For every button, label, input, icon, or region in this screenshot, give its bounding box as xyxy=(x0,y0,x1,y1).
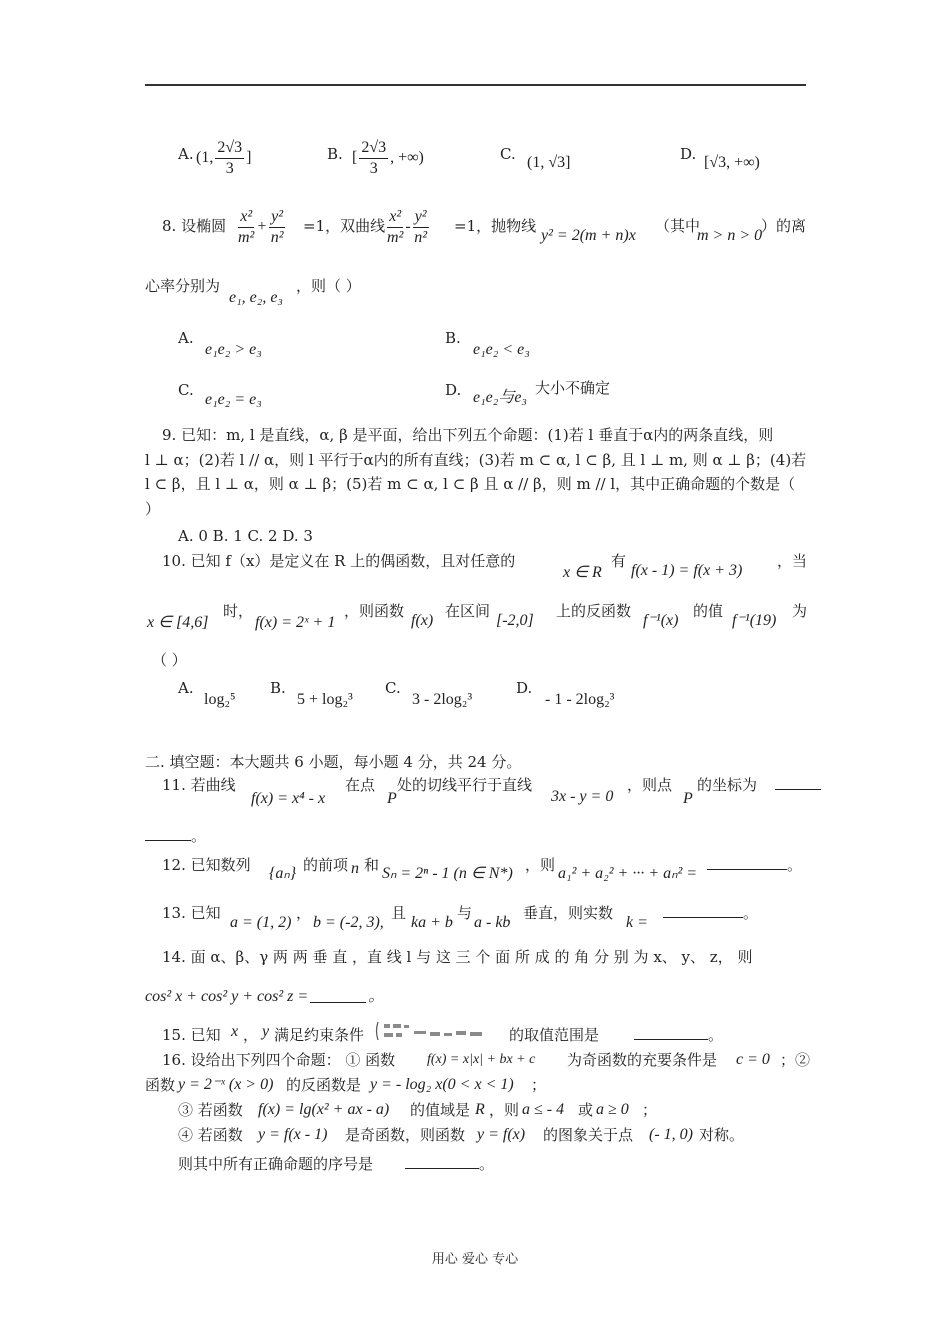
q12-blank xyxy=(707,855,802,875)
q16-l1e: ；② xyxy=(780,1051,811,1069)
q10-option-c: 3 - 2log₂³ xyxy=(412,691,473,708)
q16-l1d: c = 0 xyxy=(736,1051,770,1068)
q12-d: n xyxy=(351,860,359,877)
q10-l2k: f⁻¹(19) xyxy=(732,612,777,629)
q10-l2h: 上的反函数 xyxy=(556,602,632,620)
q8-option-d: e₁e₂与e₃ xyxy=(473,389,527,406)
q12-end: 。 xyxy=(787,856,803,874)
q11-a: 11. 若曲线 xyxy=(162,776,236,794)
q8-option-d-label: D. xyxy=(445,381,462,399)
q12-g: ，则 xyxy=(525,856,556,874)
q16-l5a: 则其中所有正确命题的序号是 xyxy=(178,1155,374,1173)
q11-blank-2 xyxy=(145,826,206,846)
q15-b: x xyxy=(231,1023,239,1040)
q15-c: ， xyxy=(243,1026,259,1044)
q11-b: f(x) = x⁴ - x xyxy=(251,790,326,807)
q15-a: 15. 已知 xyxy=(162,1026,221,1044)
q14-line2 xyxy=(145,987,384,1007)
q16-l1b: f(x) = x|x| + bx + c xyxy=(427,1052,536,1067)
q9-line3: l ⊂ β，且 l ⊥ α，则 α ⊥ β；(5)若 m ⊂ α, l ⊂ β 且 α // β，则 m // l，其中正确命题的个数是（ xyxy=(145,475,796,493)
q8-plus: + xyxy=(256,218,268,236)
q9-line4: ） xyxy=(145,500,161,518)
q8-hyp-num1: x² xyxy=(387,207,403,228)
q12-a: 12. 已知数列 xyxy=(162,856,251,874)
q11-blank-1 xyxy=(775,775,821,795)
q8-hyp-frac2 xyxy=(413,207,429,248)
q10-l2i: f⁻¹(x) xyxy=(643,612,679,629)
q16-l3b: f(x) = lg(x² + ax - a) xyxy=(258,1101,390,1118)
q16-l2b: y = 2⁻ˣ (x > 0) xyxy=(178,1076,274,1093)
q10-l1a: 10. 已知 f（x）是定义在 R 上的偶函数，且对任意的 xyxy=(162,552,516,570)
q13-f: ka + b xyxy=(411,914,453,931)
q16-l4a: ④ 若函数 xyxy=(178,1126,243,1144)
q10-l3: （ ） xyxy=(152,651,187,669)
q13-blank xyxy=(663,903,758,923)
q16-l3f: a ≤ - 4 xyxy=(522,1101,565,1118)
q10-l2d: ，则函数 xyxy=(344,602,405,620)
q16-end: 。 xyxy=(479,1155,495,1173)
q16-l3h: a ≥ 0 xyxy=(596,1101,629,1118)
q10-l2f: 在区间 xyxy=(445,602,491,620)
q8-line2b: e₁, e₂, e₃ xyxy=(229,289,283,306)
q14-line1: 14. 面 α、β、γ 两 两 垂 直 ，直 线 l 与 这 三 个 面 所 成 的 角 分 别 为 x、 y、 z， 则 xyxy=(162,948,753,966)
q15-e: 满足约束条件 xyxy=(274,1026,365,1044)
q9-line2: l ⊥ α；(2)若 l // α，则 l 平行于α内的所有直线；(3)若 m ⊂ α, l ⊂ β, 且 l ⊥ m, 则 α ⊥ β；(4)若 xyxy=(145,451,807,469)
q8-option-b-label: B. xyxy=(445,329,461,347)
q16-l4c: 是奇函数，则函数 xyxy=(345,1126,466,1144)
q7-b-num: 2√3 xyxy=(359,138,388,159)
q10-option-a: log₂⁵ xyxy=(204,691,236,708)
header-rule xyxy=(145,84,806,86)
q16-l4g: 对称。 xyxy=(699,1126,745,1144)
q8-cond-text: （其中 xyxy=(655,217,701,235)
q8-hyp-den1: m² xyxy=(387,229,404,246)
q16-l1c: 为奇函数的充要条件是 xyxy=(567,1051,718,1069)
q10-option-d: - 1 - 2log₂³ xyxy=(545,691,615,708)
q8-ellipse-den1: m² xyxy=(238,229,255,246)
q13-end: 。 xyxy=(743,904,759,922)
q7-b-open: [ xyxy=(352,149,358,167)
q11-e: 处的切线平行于直线 xyxy=(397,776,533,794)
q7-option-d-label: D. xyxy=(680,145,697,163)
q8-ellipse-num1: x² xyxy=(238,207,254,228)
q10-l2j: 的值 xyxy=(693,602,724,620)
q11-end: 。 xyxy=(191,827,207,845)
q16-l4e: 的图象关于点 xyxy=(543,1126,634,1144)
q7-option-b xyxy=(352,138,424,179)
q8-ellipse xyxy=(236,207,287,248)
q16-l3g: 或 xyxy=(578,1101,594,1119)
q10-l1d: f(x - 1) = f(x + 3) xyxy=(631,562,743,579)
q7-a-open: (1, xyxy=(196,149,214,167)
q12-f: Sₙ = 2ⁿ - 1 (n ∈ N*) xyxy=(382,865,513,882)
q16-l4d: y = f(x) xyxy=(477,1126,526,1143)
q7-option-c: (1, √3] xyxy=(527,154,571,171)
q8-line2c: ，则（ ） xyxy=(296,277,361,295)
q15-end: 。 xyxy=(708,1026,724,1044)
q8-option-d-tail: 大小不确定 xyxy=(535,379,611,397)
q8-hyp-frac1 xyxy=(387,207,403,248)
q9-options: A. 0 B. 1 C. 2 D. 3 xyxy=(178,527,313,545)
q12-h: a₁² + a₂² + ··· + aₙ² = xyxy=(558,865,698,882)
q8-ellipse-frac2 xyxy=(269,207,285,248)
q16-l3e: ，则 xyxy=(489,1101,520,1119)
q11-g: ，则点 xyxy=(627,776,673,794)
q10-l2b: 时， xyxy=(223,602,254,620)
q8-line2a: 心率分别为 xyxy=(145,277,221,295)
q8-intro: 8. 设椭圆 xyxy=(162,217,227,235)
q8-hyp-num2: y² xyxy=(413,207,429,228)
q13-d: b = (-2, 3), xyxy=(313,914,384,931)
q8-tail: ）的离 xyxy=(761,217,807,235)
q10-l2l: 为 xyxy=(792,602,808,620)
q7-option-d: [√3, +∞) xyxy=(704,154,760,171)
q10-l2c: f(x) = 2ˣ + 1 xyxy=(255,614,336,631)
q13-a: 13. 已知 xyxy=(162,904,221,922)
q10-option-c-label: C. xyxy=(385,679,401,697)
q7-a-den: 3 xyxy=(225,160,234,177)
q10-l1e: ，当 xyxy=(777,552,808,570)
q15-f: 的取值范围是 xyxy=(509,1026,600,1044)
q7-option-a-label: A. xyxy=(178,145,194,163)
q11-f: 3x - y = 0 xyxy=(551,788,614,805)
q14-expr: cos² x + cos² y + cos² z = xyxy=(145,988,309,1005)
q11-d: P xyxy=(387,790,397,807)
q13-j: k = xyxy=(626,914,648,931)
q8-option-a-label: A. xyxy=(178,329,194,347)
q8-ellipse-frac1 xyxy=(238,207,254,248)
q8-option-b: e₁e₂ < e₃ xyxy=(473,341,530,358)
q16-l2c: 的反函数是 xyxy=(286,1076,362,1094)
q10-l1c: 有 xyxy=(611,552,627,570)
q7-a-close: ] xyxy=(246,149,252,167)
section-2-heading: 二. 填空题：本大题共 6 小题，每小题 4 分，共 24 分。 xyxy=(145,753,522,771)
q8-minus: - xyxy=(405,218,411,236)
q16-l3a: ③ 若函数 xyxy=(178,1101,243,1119)
q7-option-a xyxy=(196,138,251,179)
q14-end: 。 xyxy=(368,988,385,1005)
q16-l3d: R xyxy=(475,1101,485,1118)
q11-c: 在点 xyxy=(345,776,376,794)
q13-c: ， xyxy=(296,904,312,922)
q8-option-c: e₁e₂ = e₃ xyxy=(205,391,262,408)
q13-e: 且 xyxy=(391,904,407,922)
q10-l2g: [-2,0] xyxy=(496,612,534,629)
q11-h: P xyxy=(683,790,693,807)
q16-l4b: y = f(x - 1) xyxy=(258,1126,328,1143)
q10-l2e: f(x) xyxy=(411,612,434,629)
q16-l2e: ； xyxy=(531,1076,547,1094)
q8-option-c-label: C. xyxy=(178,381,194,399)
q7-option-c-label: C. xyxy=(500,145,516,163)
q8-hyperbola xyxy=(385,207,431,248)
q10-l2a: x ∈ [4,6] xyxy=(147,614,209,631)
q7-b-close: , +∞) xyxy=(390,149,424,167)
q16-l1a: 16. 设给出下列四个命题： ① 函数 xyxy=(162,1051,396,1069)
q10-option-d-label: D. xyxy=(516,679,533,697)
page-footer: 用心 爱心 专心 xyxy=(431,1252,519,1267)
q8-cond: m > n > 0 xyxy=(697,227,763,244)
q8-eq2: =1，抛物线 xyxy=(454,217,537,235)
q8-ellipse-den2: n² xyxy=(270,229,284,246)
q9-line1: 9. 已知：m, l 是直线，α, β 是平面，给出下列五个命题：(1)若 l 垂直于α内的两条直线，则 xyxy=(162,426,774,444)
q7-option-b-label: B. xyxy=(327,145,343,163)
q10-option-b: 5 + log₂³ xyxy=(297,691,353,708)
q16-l3c: 的值域是 xyxy=(410,1101,471,1119)
q7-b-fraction xyxy=(359,138,388,179)
q16-l2d: y = - log₂ x(0 < x < 1) xyxy=(370,1076,514,1093)
q16-blank xyxy=(405,1154,494,1174)
q13-i: 垂直，则实数 xyxy=(523,904,614,922)
q15-constraint-image xyxy=(374,1020,490,1042)
q10-l1b: x ∈ R xyxy=(563,564,602,581)
q12-b: {aₙ} xyxy=(269,865,297,882)
q16-l4f: (- 1, 0) xyxy=(649,1126,693,1143)
q15-d: y xyxy=(262,1023,270,1040)
q7-a-fraction xyxy=(215,138,244,179)
q8-eq1: =1，双曲线 xyxy=(303,217,386,235)
q16-l3i: ； xyxy=(642,1101,658,1119)
q14-answer-line xyxy=(310,992,366,1003)
constraint-garbled-graphic xyxy=(374,1020,490,1042)
q8-parabola: y² = 2(m + n)x xyxy=(541,227,636,244)
q15-blank xyxy=(634,1025,723,1045)
q12-c: 的前项 xyxy=(303,856,349,874)
q13-b: a = (1, 2) xyxy=(230,914,292,931)
q7-a-num: 2√3 xyxy=(215,138,244,159)
q13-g: 与 xyxy=(457,904,473,922)
q12-e: 和 xyxy=(364,856,380,874)
q8-hyp-den2: n² xyxy=(414,229,428,246)
q7-b-den: 3 xyxy=(369,160,378,177)
q8-ellipse-num2: y² xyxy=(269,207,285,228)
q10-option-b-label: B. xyxy=(270,679,286,697)
q10-option-a-label: A. xyxy=(178,679,194,697)
q11-i: 的坐标为 xyxy=(697,776,758,794)
q16-l2a: 函数 xyxy=(145,1076,176,1094)
q13-h: a - kb xyxy=(474,914,511,931)
q8-option-a: e₁e₂ > e₃ xyxy=(205,341,262,358)
